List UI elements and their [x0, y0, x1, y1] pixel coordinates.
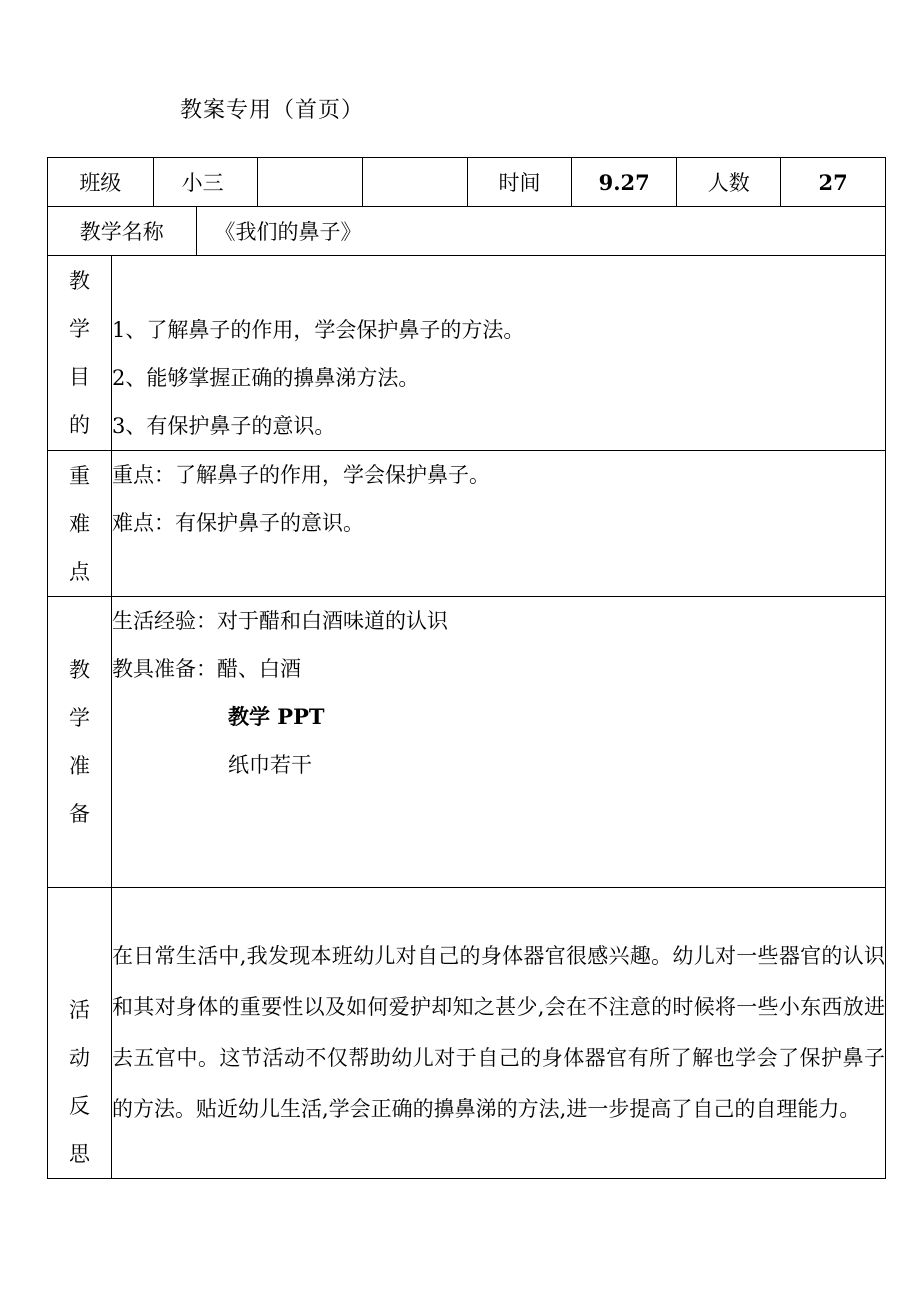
goals-label-char: 目: [69, 365, 90, 389]
reflection-row: [48, 888, 886, 1179]
goal-item: 3、有保护鼻子的意识。: [112, 414, 336, 438]
goal-item: 1、了解鼻子的作用，学会保护鼻子的方法。: [112, 318, 525, 342]
goal-item: 2、能够掌握正确的擤鼻涕方法。: [112, 366, 420, 390]
preparation-row: [48, 597, 886, 888]
reflection-text: 在日常生活中,我发现本班幼儿对自己的身体器官很感兴趣。幼儿对一些器官的认识和其对身体的重要性以及如何爱护却知之甚少,会在不注意的时候将一些小东西放进去五官中。这节活动不仅帮助幼儿对于自己的身体器官有所了解也学会了保护鼻子的方法。贴近幼儿生活,学会正确的擤鼻涕的方法,进一步提高了自己的自理能力。: [112, 888, 886, 1179]
preparation-label: [48, 597, 112, 888]
blank-cell-1: [257, 158, 362, 206]
key-points-content: [112, 451, 886, 597]
goals-label: [48, 256, 112, 451]
page-title: 教案专用（首页）: [180, 98, 365, 123]
lesson-name-inner-table: [48, 207, 885, 255]
key-points-label-char: 点: [69, 559, 90, 584]
goals-row: [48, 256, 886, 451]
goals-label-char: 学: [69, 317, 90, 341]
header-row: [48, 158, 886, 207]
key-points-label-char: 重: [69, 463, 90, 488]
key-points-label: [48, 451, 112, 597]
key-points-label-char: 难: [69, 511, 90, 536]
preparation-label-char: 教: [69, 658, 90, 682]
lesson-plan-table: [47, 157, 886, 1179]
reflection-label: [48, 888, 112, 1179]
count-label: 人数: [677, 158, 781, 206]
count-value: 27: [781, 158, 885, 206]
lesson-name-row: [48, 207, 886, 256]
preparation-tool-extra: 教学 PPT: [228, 704, 325, 729]
reflection-label-char: 反: [69, 1094, 90, 1118]
preparation-label-char: 准: [69, 754, 90, 778]
lesson-name-label: 教学名称: [79, 220, 164, 244]
key-point-focus: 重点：了解鼻子的作用，学会保护鼻子。: [112, 463, 490, 487]
class-label: 班级: [79, 171, 122, 195]
preparation-label-char: 备: [69, 802, 90, 826]
blank-cell-2: [362, 158, 467, 206]
header-inner-table: [48, 158, 885, 206]
goals-label-char: 教: [69, 269, 90, 293]
preparation-tool-extra: 纸巾若干: [228, 753, 312, 777]
preparation-tools: 教具准备：醋、白酒: [112, 657, 301, 681]
reflection-label-char: 活: [69, 998, 90, 1022]
time-label: 时间: [467, 158, 571, 206]
key-points-row: [48, 451, 886, 597]
preparation-experience: 生活经验：对于醋和白酒味道的认识: [112, 609, 448, 633]
time-value: 9.27: [572, 158, 677, 206]
lesson-name-value: 《我们的鼻子》: [196, 207, 885, 255]
class-value: 小三: [153, 158, 257, 206]
goals-label-char: 的: [69, 413, 90, 437]
key-point-difficulty: 难点：有保护鼻子的意识。: [112, 511, 364, 535]
preparation-label-char: 学: [69, 706, 90, 730]
preparation-content: [112, 597, 886, 888]
reflection-label-char: 思: [69, 1142, 90, 1166]
reflection-label-char: 动: [69, 1046, 90, 1070]
goals-content: [112, 256, 886, 451]
